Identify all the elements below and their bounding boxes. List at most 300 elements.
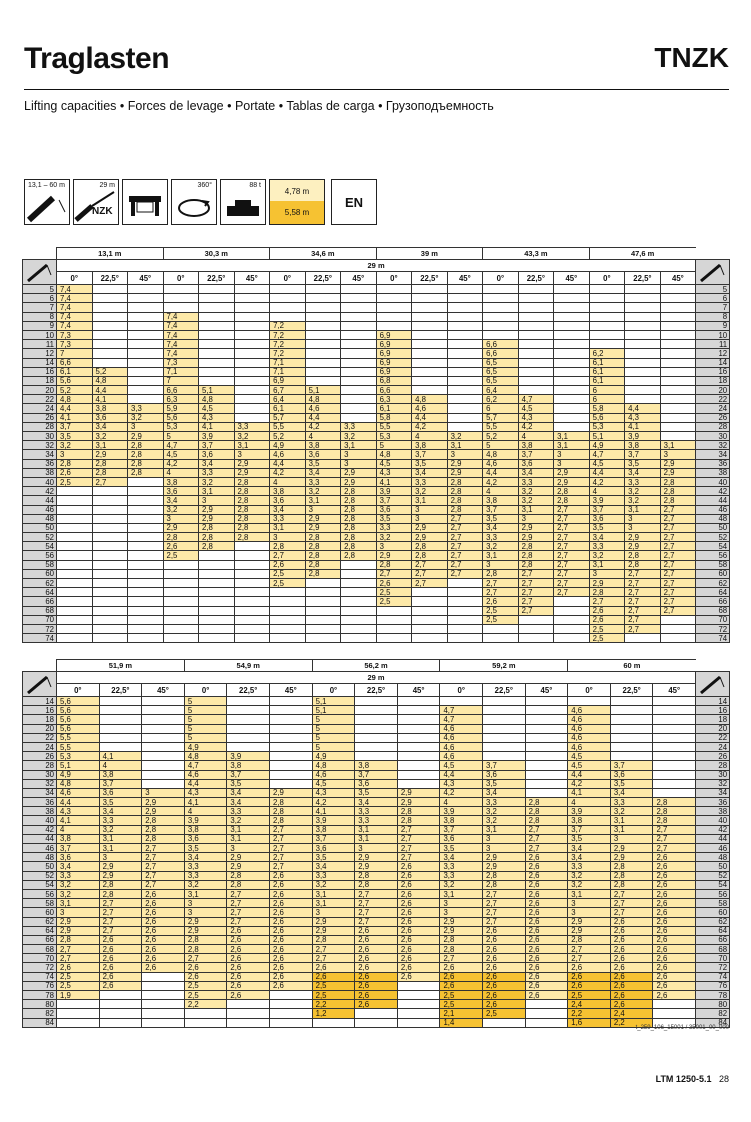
capacity-cell [660,349,696,358]
capacity-cell: 2,7 [397,834,440,843]
capacity-cell: 4,3 [199,413,235,422]
capacity-cell: 5 [312,715,355,724]
capacity-cell [128,367,164,376]
capacity-cell [376,294,412,303]
capacity-cell: 3 [305,505,341,514]
capacity-cell: 7,1 [163,367,199,376]
capacity-cell [128,312,164,321]
table-row [23,825,730,834]
radius-label: 80 [23,1000,57,1009]
capacity-cell: 3,6 [440,834,483,843]
capacity-cell [341,312,377,321]
capacity-cell: 3,8 [270,487,306,496]
capacity-cell [199,634,235,643]
capacity-cell: 2,8 [625,551,661,560]
capacity-cell: 3,1 [57,899,100,908]
capacity-cell [234,597,270,606]
capacity-cell: 2,8 [270,807,313,816]
capacity-cell: 2,6 [653,917,696,926]
capacity-cell [99,1009,142,1018]
radius-label: 68 [696,606,730,615]
capacity-cell [554,634,590,643]
capacity-cell: 3,9 [589,496,625,505]
capacity-cell [483,752,526,761]
capacity-cell: 2,5 [163,551,199,560]
table-row [23,376,730,385]
capacity-cell [128,514,164,523]
radius-label: 38 [23,807,57,816]
capacity-cell [341,285,377,294]
radius-label: 38 [696,468,730,477]
capacity-cell [57,579,93,588]
radius-label: 26 [696,413,730,422]
capacity-cell: 4,2 [483,477,519,486]
capacity-cell: 2,9 [412,533,448,542]
capacity-cell [447,285,483,294]
capacity-cell [270,991,313,1000]
capacity-cell: 2,6 [610,954,653,963]
capacity-cell [525,706,568,715]
capacity-cell: 3,4 [312,862,355,871]
capacity-cell [483,312,519,321]
capacity-cell: 3,8 [227,761,270,770]
capacity-cell: 2,6 [653,926,696,935]
capacity-cell: 3,4 [227,798,270,807]
capacity-cell [163,569,199,578]
capacity-cell [554,367,590,376]
jib-angle: 22,5° [227,684,270,697]
capacity-cell: 3,3 [355,816,398,825]
radius-label: 42 [23,487,57,496]
capacity-cell: 2,7 [412,560,448,569]
capacity-cell: 2,8 [653,807,696,816]
radius-label: 16 [23,367,57,376]
capacity-cell: 3,7 [355,770,398,779]
capacity-cell [653,770,696,779]
capacity-cell: 2,6 [525,945,568,954]
capacity-cell: 4 [483,487,519,496]
radius-label: 74 [23,972,57,981]
capacity-cell [128,551,164,560]
capacity-cell [625,294,661,303]
capacity-cell: 4,3 [312,788,355,797]
capacity-cell [227,724,270,733]
capacity-cell: 2,7 [355,889,398,898]
capacity-cell: 3 [625,523,661,532]
capacity-cell: 5 [184,706,227,715]
jib-angle: 22,5° [99,684,142,697]
radius-label: 60 [696,569,730,578]
capacity-cell: 3,3 [376,523,412,532]
capacity-cell: 2,7 [660,533,696,542]
capacity-cell: 2,8 [525,807,568,816]
capacity-cell [199,615,235,624]
capacity-cell: 2,2 [312,1000,355,1009]
capacity-cell [554,395,590,404]
capacity-cell: 5,5 [270,422,306,431]
capacity-cell [625,303,661,312]
capacity-cell: 2,8 [653,816,696,825]
table-row [23,972,730,981]
capacity-cell: 3,7 [99,779,142,788]
capacity-cell: 6,9 [376,340,412,349]
capacity-cell [625,330,661,339]
capacity-cell [610,752,653,761]
capacity-cell: 2,7 [483,889,526,898]
capacity-cell [270,303,306,312]
capacity-cell [305,376,341,385]
capacity-cell [483,321,519,330]
capacity-cell: 2,6 [610,963,653,972]
capacity-cell: 2,6 [270,981,313,990]
jib-angle: 0° [568,684,611,697]
lifting-capacity-table-2 [22,659,730,1028]
capacity-cell: 4,4 [305,413,341,422]
table-row [23,981,730,990]
capacity-cell [270,761,313,770]
capacity-cell: 3,3 [412,477,448,486]
capacity-cell: 7,1 [270,367,306,376]
capacity-cell [163,285,199,294]
capacity-cell [447,579,483,588]
capacity-cell: 2,1 [440,1009,483,1018]
radius-label: 56 [23,889,57,898]
radius-label: 16 [696,367,730,376]
capacity-cell: 2,7 [660,551,696,560]
capacity-cell: 2,6 [610,972,653,981]
table-row [23,908,730,917]
capacity-cell: 2,9 [92,450,128,459]
radius-label: 24 [696,742,730,751]
capacity-cell [128,542,164,551]
capacity-cell: 5,6 [57,376,93,385]
radius-label: 8 [23,312,57,321]
capacity-cell: 4,3 [625,413,661,422]
capacity-cell [234,294,270,303]
capacity-cell [525,1000,568,1009]
radius-label: 70 [23,615,57,624]
radius-label: 24 [23,404,57,413]
capacity-cell: 3,4 [99,807,142,816]
capacity-cell: 2,6 [397,871,440,880]
radius-label: 34 [696,450,730,459]
capacity-cell: 3,8 [57,834,100,843]
capacity-cell: 3,5 [355,788,398,797]
capacity-cell: 3,2 [234,432,270,441]
table-row [23,899,730,908]
radius-label: 22 [696,395,730,404]
radius-label: 56 [696,551,730,560]
capacity-cell [57,615,93,624]
capacity-cell: 3 [270,533,306,542]
radius-label: 62 [23,917,57,926]
capacity-cell [341,413,377,422]
capacity-cell [142,715,185,724]
radius-label: 70 [696,615,730,624]
capacity-cell: 2,8 [341,505,377,514]
capacity-cell [92,349,128,358]
capacity-cell: 2,6 [525,972,568,981]
radius-label: 68 [23,606,57,615]
capacity-cell: 2,8 [625,560,661,569]
capacity-cell [518,634,554,643]
capacity-cell: 3,1 [305,496,341,505]
capacity-cell: 2,8 [554,487,590,496]
jib-angle: 45° [447,272,483,285]
capacity-cell: 3,8 [355,761,398,770]
capacity-cell: 3,4 [412,468,448,477]
capacity-cell [270,624,306,633]
capacity-cell: 3,1 [554,441,590,450]
capacity-cell: 2,8 [128,441,164,450]
capacity-cell: 3,8 [568,816,611,825]
capacity-cell [234,569,270,578]
capacity-cell [660,312,696,321]
capacity-cell: 2,7 [554,588,590,597]
capacity-cell: 5,2 [483,432,519,441]
capacity-cell [525,770,568,779]
capacity-cell: 5 [184,724,227,733]
capacity-cell [234,367,270,376]
jib-angle: 45° [341,272,377,285]
capacity-cell [128,624,164,633]
capacity-cell: 3,2 [57,889,100,898]
capacity-cell [525,715,568,724]
table-row [23,733,730,742]
capacity-cell: 5 [184,715,227,724]
jib-length: 29 m [57,672,696,684]
capacity-cell [234,579,270,588]
capacity-cell: 3,1 [610,825,653,834]
capacity-cell: 4,5 [440,761,483,770]
capacity-cell: 2,6 [270,972,313,981]
radius-label: 22 [23,395,57,404]
capacity-cell: 2,8 [99,880,142,889]
capacity-cell: 4,6 [440,724,483,733]
capacity-cell: 3,3 [625,477,661,486]
capacity-cell [660,376,696,385]
capacity-cell [99,742,142,751]
capacity-cell: 2,8 [305,569,341,578]
page-footer [656,1074,729,1084]
ballast-icon: 88 t [220,179,266,225]
capacity-cell: 4,6 [412,404,448,413]
radius-label: 50 [23,862,57,871]
capacity-cell [483,1018,526,1027]
table-row [23,871,730,880]
capacity-cell: 6,3 [376,395,412,404]
capacity-cell [199,606,235,615]
capacity-cell: 7 [163,376,199,385]
jib-angle: 22,5° [305,272,341,285]
capacity-cell: 4,1 [199,422,235,431]
capacity-cell [142,706,185,715]
capacity-cell: 2,8 [589,588,625,597]
radius-label: 48 [696,853,730,862]
capacity-cell: 4,4 [412,413,448,422]
capacity-cell [184,1018,227,1027]
capacity-cell: 2,6 [568,972,611,981]
jib-angle: 0° [57,684,100,697]
capacity-cell [660,294,696,303]
capacity-cell [376,312,412,321]
capacity-cell: 3,7 [199,441,235,450]
capacity-cell [128,606,164,615]
slewing-icon: 360° [171,179,217,225]
capacity-cell: 6,4 [483,386,519,395]
capacity-cell: 2,9 [554,468,590,477]
capacity-cell: 5,5 [57,742,100,751]
capacity-cell: 2,7 [554,560,590,569]
capacity-cell: 2,6 [57,468,93,477]
capacity-cell [341,579,377,588]
capacity-cell: 2,5 [184,991,227,1000]
capacity-cell [660,330,696,339]
capacity-cell [234,560,270,569]
capacity-cell: 3,1 [554,432,590,441]
radius-label: 20 [696,724,730,733]
capacity-cell: 3,3 [483,798,526,807]
luffing-jib-icon: 29 m NZK [73,179,119,225]
capacity-cell: 2,6 [483,954,526,963]
table-row [23,285,730,294]
capacity-cell: 2,7 [312,945,355,954]
capacity-cell: 2,9 [610,844,653,853]
capacity-cell: 2,6 [483,963,526,972]
capacity-cell [447,330,483,339]
capacity-cell: 4,7 [518,395,554,404]
radius-label: 22 [23,733,57,742]
capacity-cell [57,1009,100,1018]
table-row [23,579,730,588]
capacity-cell: 2,7 [412,569,448,578]
capacity-cell [525,788,568,797]
capacity-cell: 2,5 [270,579,306,588]
capacity-cell: 2,6 [397,963,440,972]
capacity-cell [227,1018,270,1027]
jib-angle: 0° [312,684,355,697]
radius-label: 30 [696,770,730,779]
capacity-cell: 3 [57,908,100,917]
radius-label: 26 [23,752,57,761]
capacity-cell: 5,3 [163,422,199,431]
capacity-cell: 2,9 [99,862,142,871]
capacity-cell: 3,8 [163,477,199,486]
capacity-cell: 3,2 [57,880,100,889]
capacity-cell [142,770,185,779]
capacity-cell: 2,7 [518,588,554,597]
capacity-cell [397,733,440,742]
capacity-cell [92,330,128,339]
capacity-cell [305,367,341,376]
capacity-cell [92,358,128,367]
capacity-cell [660,367,696,376]
capacity-cell [483,303,519,312]
radius-label: 40 [696,477,730,486]
capacity-cell: 4,8 [412,395,448,404]
capacity-cell: 2,6 [610,926,653,935]
capacity-cell [128,330,164,339]
capacity-cell: 2,6 [653,853,696,862]
radius-label: 10 [696,330,730,339]
capacity-cell: 2,6 [270,935,313,944]
capacity-cell: 2,6 [355,1000,398,1009]
capacity-cell [99,733,142,742]
capacity-cell: 4,8 [483,450,519,459]
capacity-cell [234,542,270,551]
capacity-cell: 2,8 [660,496,696,505]
table-row [23,816,730,825]
capacity-cell: 3,5 [568,834,611,843]
boom-length: 60 m [568,660,696,672]
capacity-cell: 2,7 [447,514,483,523]
capacity-cell [660,615,696,624]
capacity-cell: 4,7 [589,450,625,459]
capacity-cell: 4 [184,807,227,816]
capacity-cell [341,615,377,624]
radius-label: 52 [696,533,730,542]
radius-label: 78 [696,991,730,1000]
capacity-cell: 3 [312,908,355,917]
capacity-cell: 4,5 [568,761,611,770]
capacity-cell: 2,9 [234,459,270,468]
capacity-cell: 3,7 [376,496,412,505]
capacity-cell [270,588,306,597]
capacity-cell: 2,8 [92,459,128,468]
capacity-cell: 2,9 [483,862,526,871]
capacity-cell: 3,8 [92,404,128,413]
capacity-cell: 2,5 [312,991,355,1000]
capacity-cell: 2,8 [341,487,377,496]
capacity-cell [142,733,185,742]
capacity-cell: 3,9 [199,432,235,441]
radius-label: 34 [23,788,57,797]
radius-label: 34 [696,788,730,797]
capacity-cell [92,321,128,330]
capacity-cell [234,606,270,615]
capacity-cell: 2,9 [312,926,355,935]
capacity-cell: 2,7 [554,551,590,560]
capacity-cell [397,770,440,779]
capacity-cell: 2,9 [568,926,611,935]
capacity-cell: 2,8 [184,935,227,944]
capacity-cell: 5,3 [57,752,100,761]
capacity-cell [483,706,526,715]
radius-label: 50 [23,523,57,532]
capacity-cell: 2,6 [525,935,568,944]
capacity-cell [653,724,696,733]
capacity-cell: 3,4 [589,533,625,542]
capacity-cell [270,770,313,779]
capacity-cell [653,761,696,770]
capacity-cell [589,330,625,339]
capacity-cell [554,413,590,422]
capacity-cell: 3,6 [199,450,235,459]
capacity-cell [554,422,590,431]
capacity-cell: 2,7 [653,844,696,853]
capacity-cell: 3,3 [234,422,270,431]
capacity-cell: 2,8 [447,487,483,496]
capacity-cell: 2,8 [355,871,398,880]
capacity-cell [447,349,483,358]
capacity-cell: 4,6 [568,742,611,751]
capacity-cell [412,615,448,624]
capacity-cell: 3,1 [270,523,306,532]
capacity-cell: 3,4 [57,862,100,871]
capacity-cell: 3,4 [199,459,235,468]
capacity-cell [518,303,554,312]
capacity-cell: 2,2 [184,1000,227,1009]
